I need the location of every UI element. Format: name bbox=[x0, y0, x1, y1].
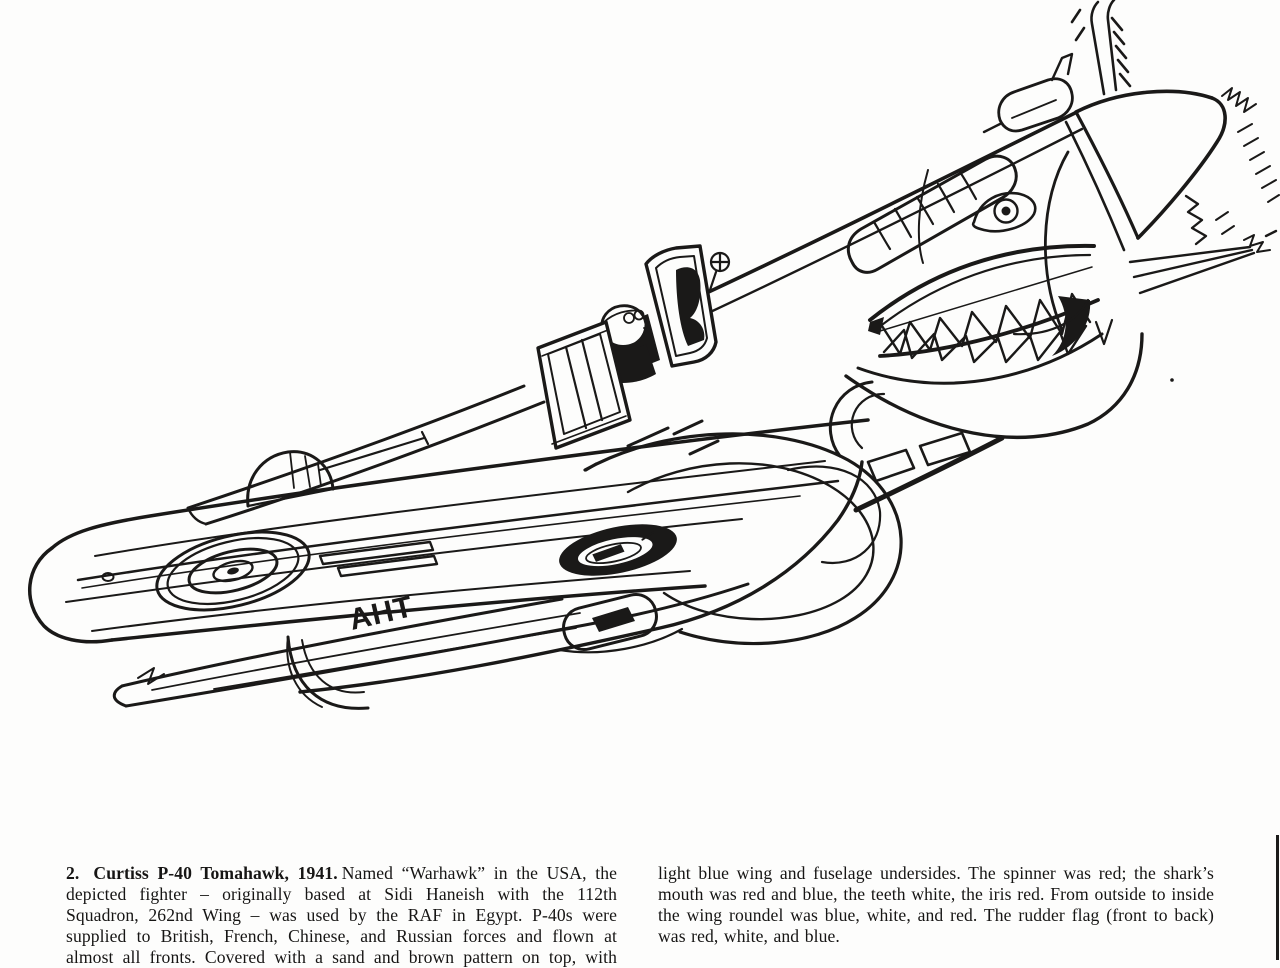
caption-right-text: light blue wing and fuselage undersides. The spinner was red; the shark’s mouth was red and blue, the teeth white, the iris red. From outside to inside the wing roundel was blue, white, and red. The rudder flag (front to back) was red, white, and blue. bbox=[658, 862, 1214, 946]
propeller-blade-top bbox=[1072, 0, 1130, 94]
ink-speck bbox=[1170, 378, 1174, 382]
caption-left-column bbox=[66, 863, 617, 968]
figure-number: 2. bbox=[66, 862, 80, 883]
pupil bbox=[1002, 207, 1011, 216]
figure-caption bbox=[0, 842, 1280, 967]
port-wing bbox=[30, 420, 868, 642]
wing-dome-fairing bbox=[248, 432, 428, 506]
caption-left-text: Named “Warhawk” in the USA, the depicted fighter – originally based at Sidi Haneish with the 112th Squadron, 262nd Wing – was used by the RAF in Egypt. P-40s were supplied to British, French, Chinese, and Russian forces and flown at almost all fronts. Covered with a sand and brown pattern on top, with bbox=[66, 862, 617, 967]
cowl bbox=[700, 112, 1082, 330]
page-edge-line bbox=[1276, 835, 1279, 960]
shark-mouth bbox=[846, 246, 1142, 437]
wing-bar-marking bbox=[320, 542, 437, 576]
lower-teeth bbox=[884, 326, 1086, 362]
caption-right-column bbox=[658, 863, 1214, 947]
retracted-wheel-bulge bbox=[559, 590, 682, 653]
figure-title: Curtiss P-40 Tomahawk, 1941. bbox=[93, 862, 338, 883]
propeller-blade-right bbox=[1130, 231, 1276, 293]
spinner bbox=[1066, 91, 1225, 250]
shark-eye bbox=[973, 193, 1035, 231]
radiator-flap bbox=[868, 450, 914, 481]
wing-code-letters: AHT bbox=[346, 590, 417, 637]
starboard-wing-roundel bbox=[555, 515, 682, 585]
gun-barrel bbox=[1052, 54, 1072, 80]
